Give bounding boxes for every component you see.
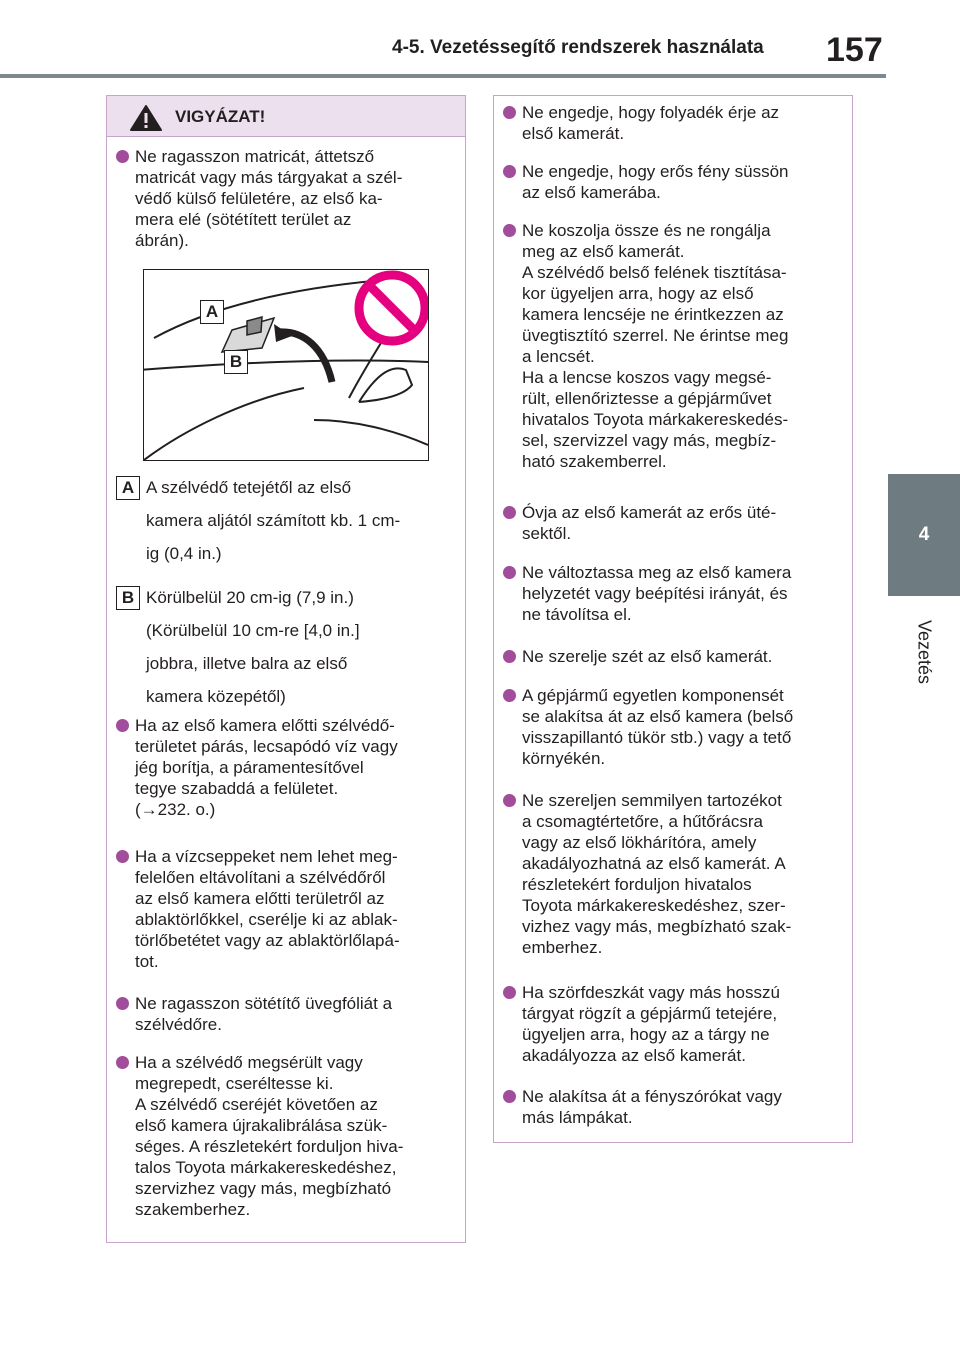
warning-triangle-icon [129,104,163,132]
chapter-number: 4 [918,524,930,545]
bullet-dot-icon [503,1090,516,1103]
windshield-illustration [144,270,428,460]
bullet-dot-icon [116,150,129,163]
bullet-dot-icon [503,566,516,579]
warning-header [107,96,465,137]
bullet-text: A gépjármű egyetlen komponensét se alakítsa át az első kamera (belső visszapillantó tükör stb.) vagy a tető környékén. [522,686,794,768]
bullet-dot-icon [503,689,516,702]
bullet-text: Ne engedje, hogy folyadék érje az első kamerát. [522,103,780,143]
warning-box-right [493,95,853,1143]
bullet-dot-icon [116,719,129,732]
page-header-title: 4-5. Vezetéssegítő rendszerek használata [392,37,764,58]
bullet-dot-icon [503,224,516,237]
bullet-text: Ne szereljen semmilyen tartozékot a csomagtértetőre, a hűtőrácsra vagy az első lökhárítóra, amely akadályozhatná az első kamerát. A részletekért forduljon hivatalos Toyota márkakereskedéshez, szer- vizhez vagy más, megbízható szak- emberhez. [522,791,792,957]
bullet-text: Ne ragasszon sötétítő üvegfóliát a szélvédőre. [135,994,393,1034]
bullet-text: Ne szerelje szét az első kamerát. [522,647,773,666]
bullet-dot-icon [503,986,516,999]
bullet-dot-icon [503,794,516,807]
page-number: 157 [826,31,883,69]
figure-label-b: B [224,350,248,374]
bullet-text: Ha a vízcseppeket nem lehet meg- felelően eltávolítani a szélvédőről az első kamera előtti területről az ablaktörlőkkel, cserélje ki az ablak- törlőbetétet vagy az ablaktörlőlapá- tot. [135,847,400,971]
bullet-text: Ne koszolja össze és ne rongálja meg az első kamerát. A szélvédő belső felének tisztítása- kor ügyeljen arra, hogy az első kamera lencséje ne érintkezzen az üvegtisztító szerrel. Ne érintse meg a lencsét. Ha a lencse koszos vagy megsé- rült, ellenőriztesse a gépjárművet hivatalos Toyota márkakereskedés- sel, szervizzel vagy más, megbíz- ható szakemberrel. [522,221,789,471]
item-text-a: A szélvédő tetejétől az első kamera aljától számított kb. 1 cm- ig (0,4 in.) [146,478,401,563]
header-divider [0,74,886,78]
bullet-dot-icon [503,650,516,663]
bullet-dot-icon [503,506,516,519]
item-letter-b: B [116,586,140,610]
bullet-dot-icon [503,106,516,119]
bullet-text: Ha a szélvédő megsérült vagy megrepedt, cseréltesse ki. A szélvédő cseréjét követően az első kamera újrakalibrálása szük- séges. A részletekért forduljon hiva- talos Toyota márkakereskedéshez, szervizhez vagy más, megbízható szakemberhez. [135,1053,404,1219]
bullet-text: Ne engedje, hogy erős fény süssön az első kamerába. [522,162,789,202]
figure-label-a: A [200,300,224,324]
warning-box-left [106,95,466,1243]
bullet-dot-icon [116,997,129,1010]
bullet-dot-icon [116,1056,129,1069]
windshield-figure [143,269,429,461]
bullet-text: Ne változtassa meg az első kamera helyzetét vagy beépítési irányát, és ne távolítsa el. [522,563,792,624]
bullet-text: Ha az első kamera előtti szélvédő- területet párás, lecsapódó víz vagy jég borítja, a páramentesítővel tegye szabaddá a felületet. (→232. o.) [135,716,398,819]
bullet-text: Ne alakítsa át a fényszórókat vagy más lámpákat. [522,1087,782,1127]
item-text-b: Körülbelül 20 cm-ig (7,9 in.) (Körülbelül 10 cm-re [4,0 in.] jobbra, illetve balra az első kamera közepétől) [146,588,360,706]
bullet-dot-icon [503,165,516,178]
bullet-text: Óvja az első kamerát az erős üté- sektől. [522,503,777,543]
bullet-text: Ha szörfdeszkát vagy más hosszú tárgyat rögzít a gépjármű tetejére, ügyeljen arra, hogy az a tárgy ne akadályozza az első kamerát. [522,983,780,1065]
item-letter-a: A [116,476,140,500]
bullet-dot-icon [116,850,129,863]
warning-intro-text: Ne ragasszon matricát, áttetsző matricát vagy más tárgyakat a szél- védő külső felületére, az első ka- mera elé (sötétített terület az ábrán). [135,147,403,250]
warning-title: VIGYÁZAT! [175,107,266,126]
chapter-label: Vezetés [914,619,935,685]
